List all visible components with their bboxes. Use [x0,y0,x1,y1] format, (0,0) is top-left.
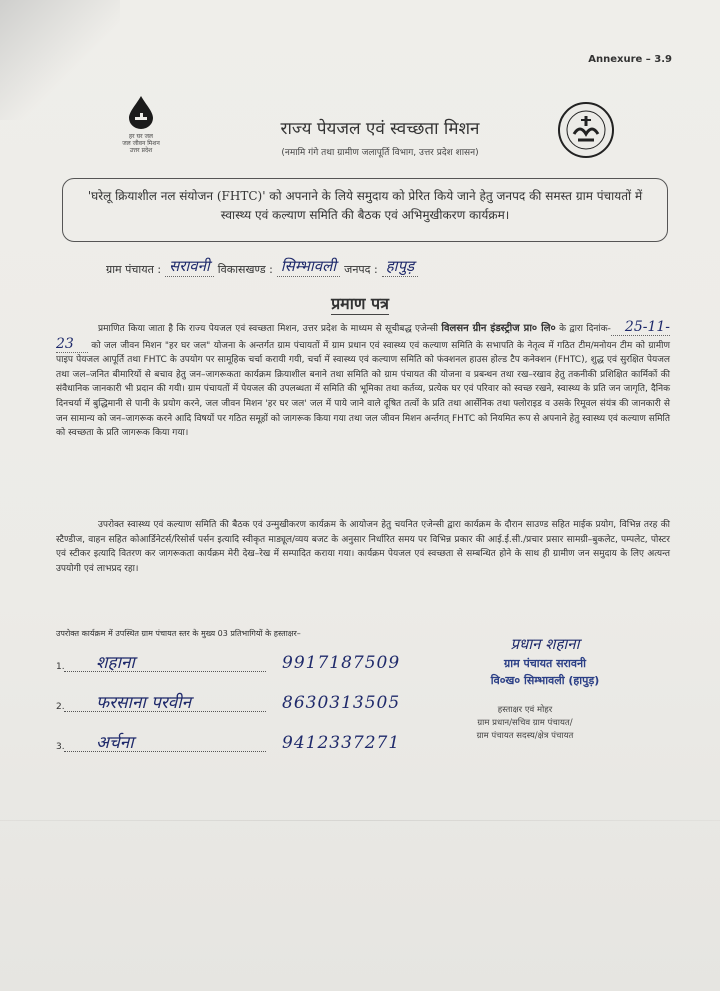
participant-row [56,652,416,674]
agency-name: विलसन ग्रीन इंडस्ट्रीज प्रा० लि० [441,323,556,334]
jal-jeevan-mission-logo [106,95,176,154]
department-title: राज्य पेयजल एवं स्वच्छता मिशन [280,119,480,139]
para1-date-label: के द्वारा दिनांक- [559,324,611,334]
logo-text-3: उत्तर प्रदेश [129,147,153,154]
certificate-title [0,292,720,314]
page-header [230,116,530,158]
emblem-icon [556,100,616,160]
logo-text-1: हर घर जल [129,133,153,140]
gram-panchayat-label: ग्राम पंचायत : [106,263,162,276]
page-corner-shadow [0,0,120,120]
paper-fold [0,820,720,821]
location-row [106,256,626,277]
participant-number: 1. [56,662,65,672]
stamp-line-1: ग्राम पंचायत सरावनी [504,657,586,670]
participant-number: 2. [56,702,65,712]
signature-label-1: हस्ताक्षर एवं मोहर [497,705,553,715]
signature-label [430,704,620,743]
logo-text-2: जल जीवन मिशन [122,140,160,147]
block-label: विकासखण्ड : [217,263,273,276]
certificate-paragraph-1 [56,320,670,441]
program-date: 25-11-23 [56,319,670,352]
participant-phone: 9917187509 [282,653,401,673]
block-value: सिम्भावली [277,256,340,277]
para1-body: को जल जीवन मिशन "हर घर जल" योजना के अन्तर्गत ग्राम पंचायतों में ग्राम प्रधान एवं स्वास्थ्य एवं कल्याण समिति के सभापति के नेतृत्व में गठित टीम/मनोयन टीम को ग्रामीण पाइप पेयजल आपूर्ति तथा FHTC के उपयोग पर सामूहिक चर्चा करायी गयी, चर्चा में स्वास्थ्य एवं कल्याण समिति को फंक्शनल हाउस होल्ड टैप कनेक्शन (FHTC), शुद्ध एवं सुरक्षित पेयजल तथा जल–जनित बीमारियों से बचाव हेतु जन–जागरूकता कार्यक्रम क्रियाशील बनाने तथा समिति को ग्राम पंचायत की योजना व प्रबन्धन तथा रख–रखाव हेतु तकनीकी प्रशिक्षित कार्मिकों की संवैधानिक जानकारी भी प्रदान की गयी। ग्राम पंचायतों में पेयजल की उपलब्धता में समिति की भूमिका तथा कर्तव्य, प्रत्येक घर एवं परिवार को स्वच्छ रखने, स्वास्थ्य के प्रति जन जागृति, दैनिक दिनचर्या में बुद्धिमानी से पानी के प्रयोग करने, जल जीवन मिशन 'हर घर जल' जल में पाये जाने वाले दूषित तत्वों के प्रति तथा आर्सेनिक तथा फ्लोराइड व उसके रिमूवल संयंत्र की जानकारी से जन सामान्य को जन–जागरूक करने आदि विषयों पर गठित समूहों को जागरूक किया गया तथा जल जीवन मिशन अर्न्तगत् FHTC को नियमित रूप से अपनाने हेतु स्वास्थ्य एवं कल्याण समिति को स्वच्छता के प्रति जागरूक किया गया। [56,340,671,439]
signature-label-2: ग्राम प्रधान/सचिव ग्राम पंचायत/ [477,718,573,728]
signature-line [64,671,266,672]
pradhan-stamp [460,634,630,688]
participant-phone: 8630313505 [282,693,401,713]
signature-line [64,751,266,752]
up-government-emblem [556,100,616,160]
participant-number: 3. [56,742,65,752]
water-drop-icon [126,95,156,129]
certificate-title-text: प्रमाण पत्र [331,294,389,313]
participant-row [56,732,416,754]
certificate-paragraph-2 [56,518,670,576]
participant-row [56,692,416,714]
program-banner: 'घरेलू क्रियाशील नल संयोजन (FHTC)' को अपनाने के लिये समुदाय को प्रेरित किये जाने हेतु जनपद की समस्त ग्राम पंचायतों में स्वास्थ्य एवं कल्याण समिति की बैठक एवं अभिमुखीकरण कार्यक्रम। [62,178,668,242]
participant-phone: 9412337271 [282,733,401,753]
department-subtitle: (नमामि गंगे तथा ग्रामीण जलापूर्ति विभाग, उत्तर प्रदेश शासन) [281,148,479,158]
participants-note: उपरोक्त कार्यक्रम में उपस्थित ग्राम पंचायत स्तर के मुख्य 03 प्रतिभागियों के हस्ताक्षर– [56,629,301,638]
stamp-line-2: वि०ख० सिम्भावली (हापुड़) [490,674,600,687]
district-value: हापुड़ [382,256,418,277]
para2-body: उपरोक्त स्वास्थ्य एवं कल्याण समिति की बैठक एवं उन्मुखीकरण कार्यक्रम के आयोजन हेतु चयनित एजेन्सी द्वारा कार्यक्रम के दौरान साउण्ड सहित माईक प्रयोग, विभिन्न तरह की स्टैण्डीज, वाहन सहित कोआर्डिनेटर्स/रिसोर्स पर्सन इत्यादि स्वीकृत माड्यूल/व्यय बजट के अनुसार निर्धारित समय पर विभिन्न प्रकार की आई.ई.सी./प्रचार प्रसार सामग्री–बुकलेट, पम्पलेट, पोस्टर एवं स्टीकर इत्यादि वितरण कर जागरूकता कार्यक्रम मेरी देख–रेख में सम्पादित कराया गया। कार्यक्रम पेयजल एवं स्वच्छता से सम्बन्धित होने के साथ ही ग्रामीण जन समुदाय के लिए अत्यन्त उपयोगी एवं लाभप्रद रहा। [56,520,670,574]
participant-signature: फरसाना परवीन [96,693,192,713]
gram-panchayat-value: सरावनी [165,256,214,277]
pradhan-signature: प्रधान शहाना [510,635,580,653]
signature-label-3: ग्राम पंचायत सदस्य/क्षेत्र पंचायत [476,731,574,741]
district-label: जनपद : [344,263,378,276]
annexure-label: Annexure – 3.9 [588,54,672,65]
participant-signature: अर्चना [96,733,134,753]
para1-intro: प्रमाणित किया जाता है कि राज्य पेयजल एवं स्वच्छता मिशन, उत्तर प्रदेश के माध्यम से सूचीबद्ध एजेन्सी [98,324,438,334]
participant-signature: शहाना [96,653,135,673]
